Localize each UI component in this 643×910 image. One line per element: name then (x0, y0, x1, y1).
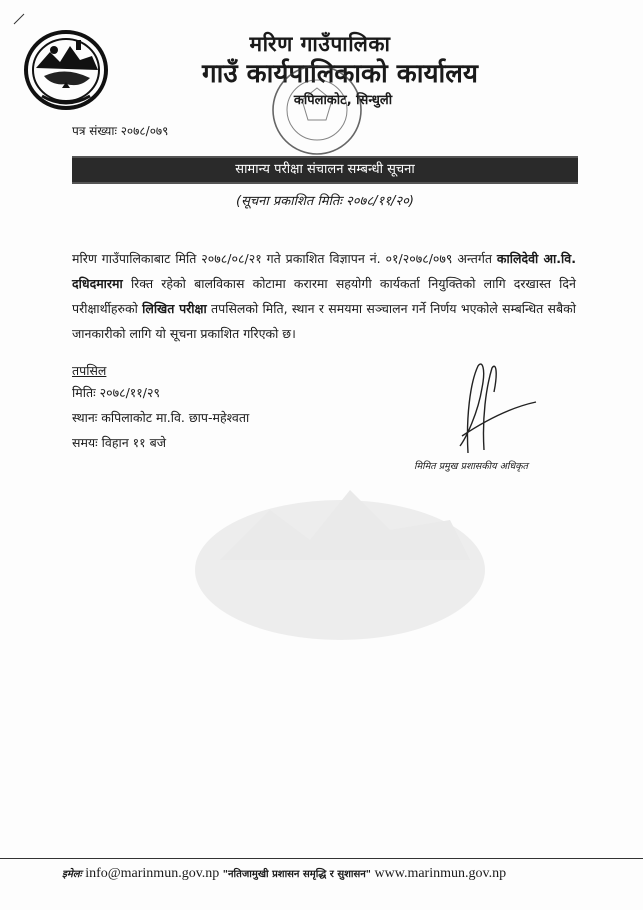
office-address: कपिलाकोट, सिन्धुली (293, 93, 393, 108)
government-emblem-icon (22, 22, 110, 114)
schedule-heading: तपसिल (72, 363, 107, 378)
exam-type: लिखित परीक्षा (142, 301, 207, 316)
notice-title: सामान्य परीक्षा संचालन सम्बन्धी सूचना (235, 162, 415, 177)
website-url: www.marinmun.gov.np (374, 866, 507, 881)
body-text-2: रिक्त रहेको बालविकास कोटामा करारमा सहयोगी कार्यकर्ता नियुक्तिको लागि दरखास्त दिने परीक्षार्थीहरुको (72, 276, 576, 316)
school-name: कालिदेवी आ.वि. दधिदमारमा (72, 251, 576, 291)
handwritten-signature (448, 358, 538, 458)
footer-divider (0, 858, 643, 859)
schedule-venue: स्थानः कपिलाकोट मा.वि. छाप-महेश्वता (72, 410, 250, 425)
signatory-title: मिमित प्रमुख प्रशासकीय अधिकृत (414, 461, 528, 472)
email-address: info@marinmun.gov.np (85, 866, 220, 881)
body-text-3: तपसिलको मिति, स्थान र समयमा सञ्चालन गर्ने निर्णय भएकोले सम्बन्धित सबैको जानकारीको लागि यो सूचना प्रकाशित गरिएको छ। (72, 301, 576, 341)
office-name: मरिण गाउँपालिका (249, 32, 391, 56)
footer-slogan: "नतिजामुखी प्रशासन समृद्धि र सुशासन" (222, 869, 372, 880)
footer (62, 866, 622, 882)
office-title: गाउँ कार्यपालिकाको कार्यालय (202, 59, 478, 89)
published-date: (सूचना प्रकाशित मितिः २०७८/११/२०) (236, 194, 414, 209)
email-label: इमेलः (62, 869, 82, 880)
schedule-time: समयः विहान ११ बजे (72, 435, 167, 450)
notice-body (72, 246, 576, 346)
watermark-emblem-icon (190, 470, 490, 640)
reference-number: पत्र संख्याः २०७८/०७९ (72, 124, 169, 138)
body-text-1: मरिण गाउँपालिकाबाट मिति २०७८/०८/२१ गते प्रकाशित विज्ञापन नं. ०१/२०७८/०७९ अन्तर्गत (72, 251, 497, 266)
schedule-date: मितिः २०७८/११/२९ (72, 385, 160, 400)
office-stamp-icon (262, 60, 372, 160)
